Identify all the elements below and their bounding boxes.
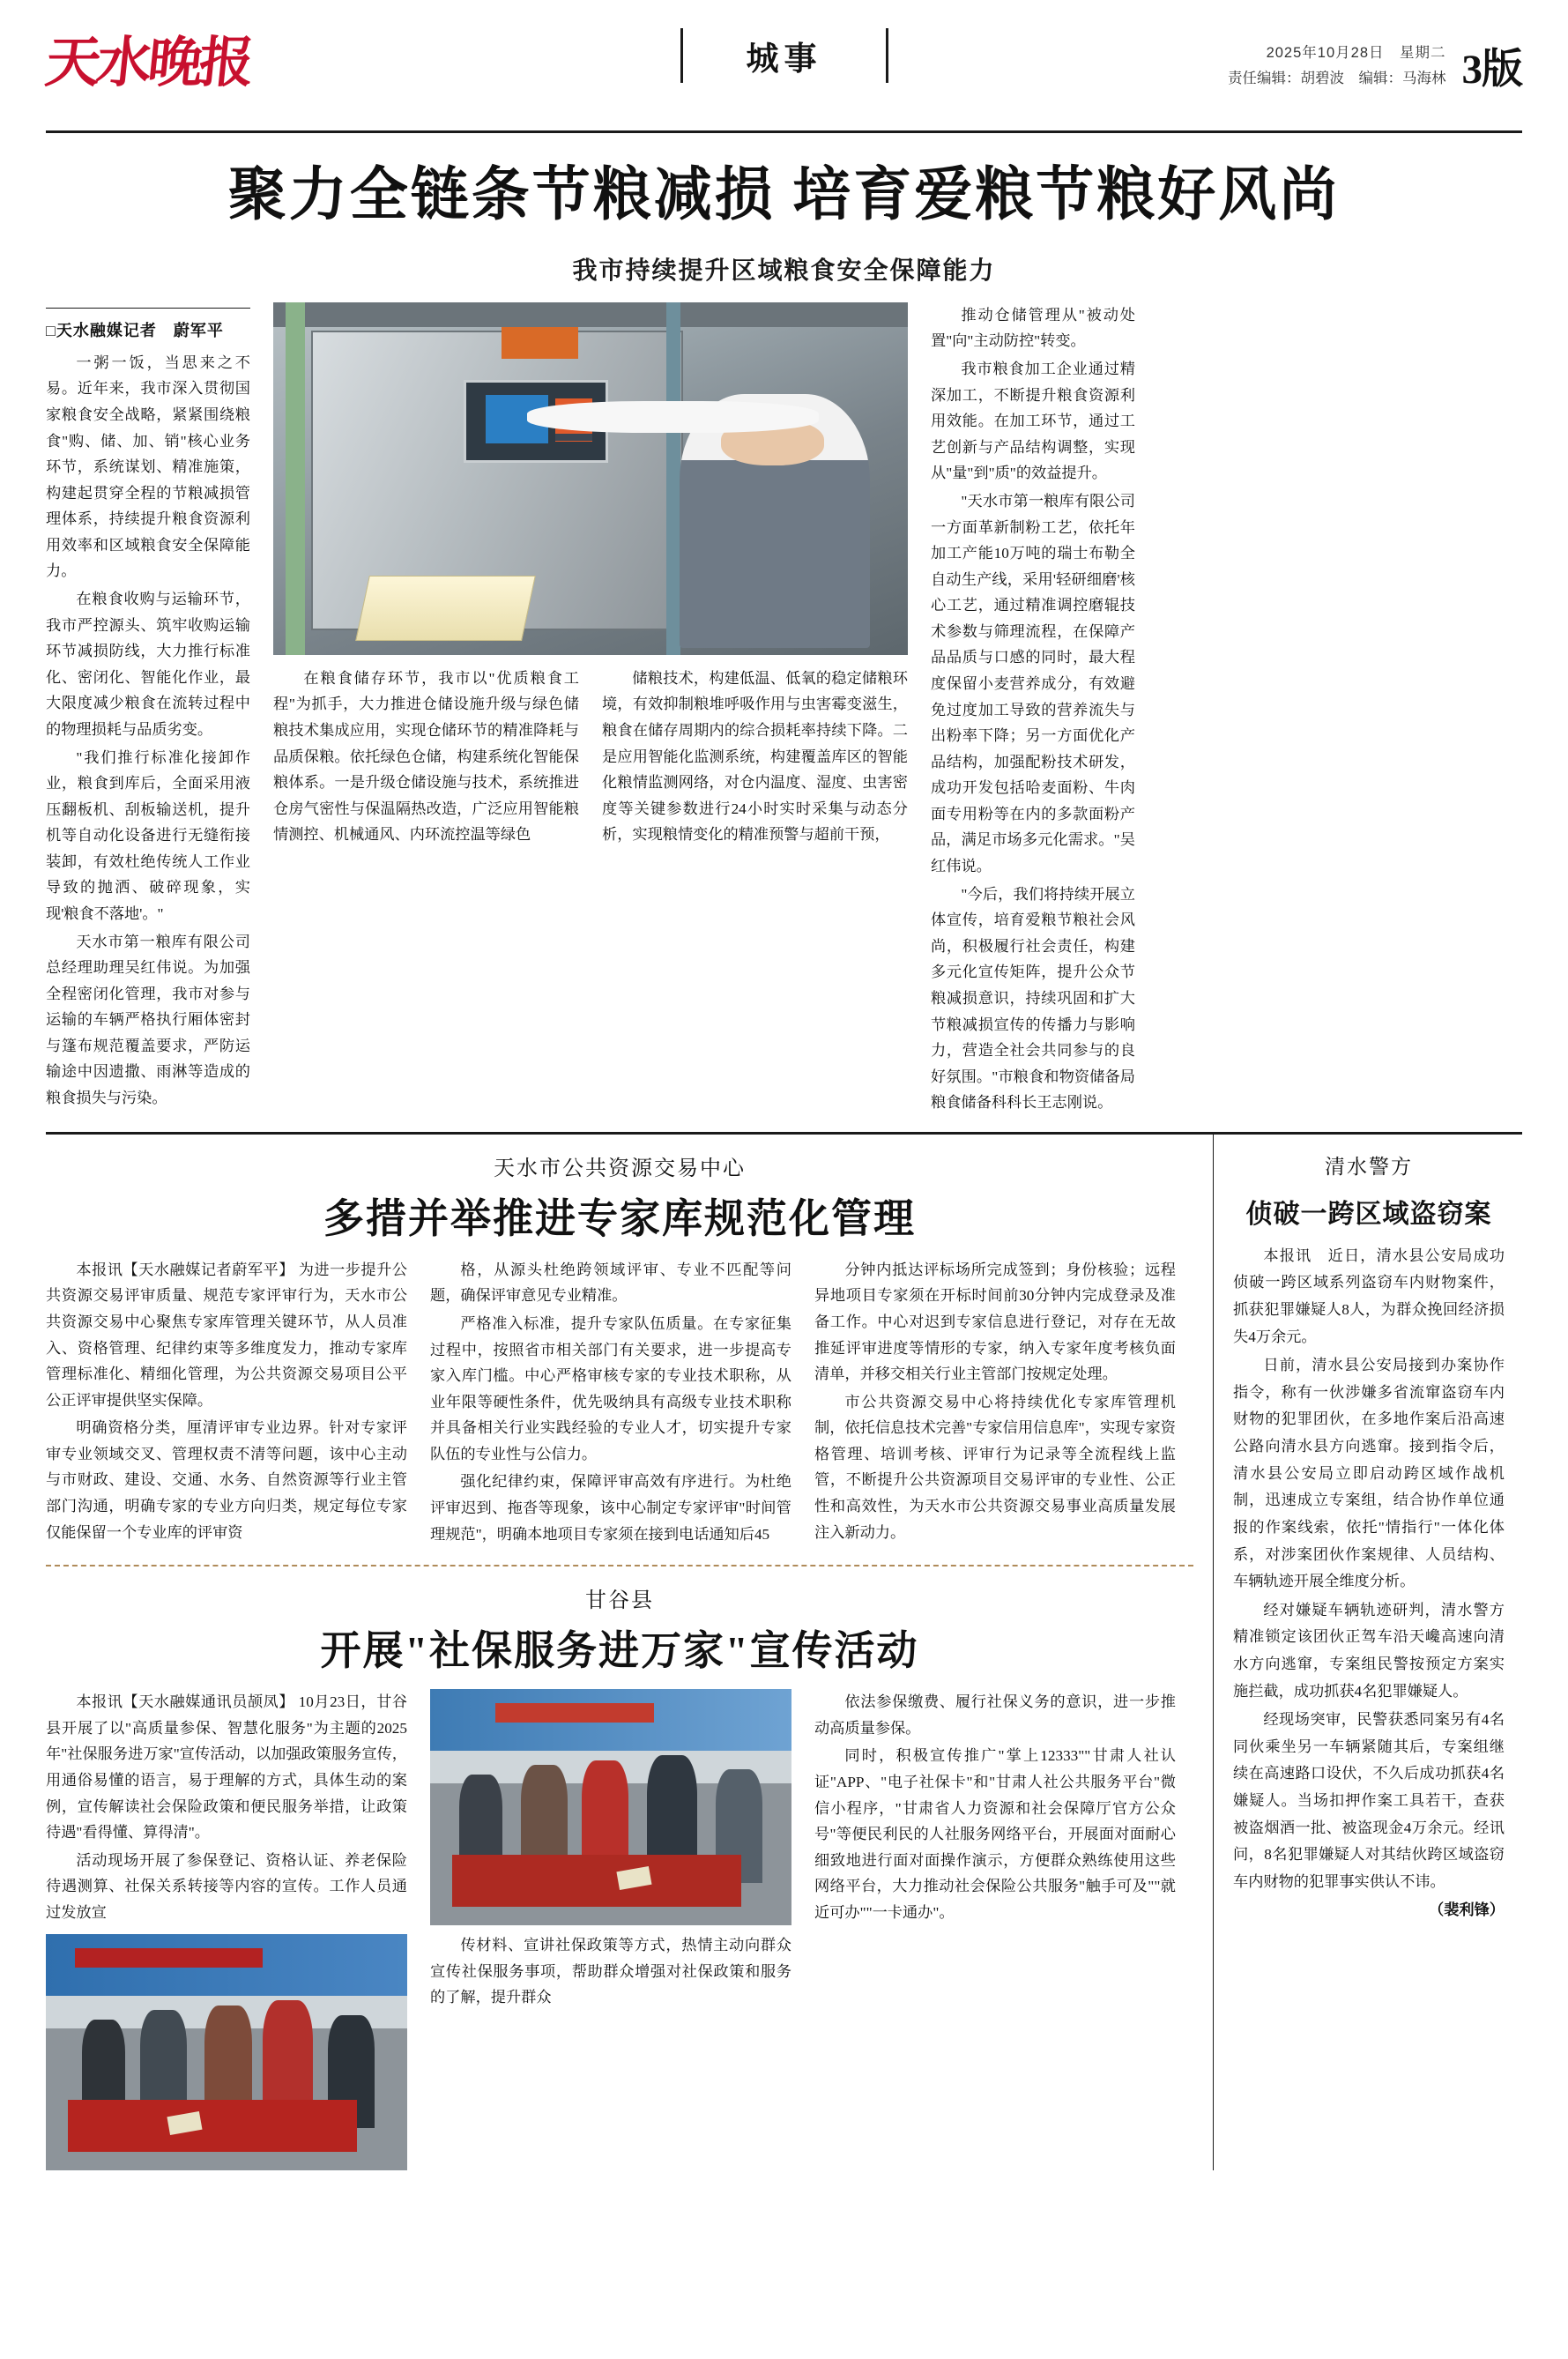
paragraph: 经现场突审，民警获悉同案另有4名同伙乘坐另一车辆紧随其后，专案组继续在高速路口设伏，不久后成功抓获4名嫌疑人。当场扣押作案工具若干，查获被盗烟酒一批、被盗现金4万余元。经讯问，8名犯罪嫌疑人对其结伙跨区域盗窃车内财物的犯罪事实供认不讳。 — [1233, 1711, 1505, 1890]
masthead — [42, 0, 1522, 127]
mid-column-2 — [430, 1257, 791, 1549]
lead-column-4 — [931, 302, 1135, 1118]
byline: □天水融媒记者 蔚军平 — [46, 321, 224, 339]
caption-text: 在粮食储存环节，我市以"优质粮食工程"为抓手，大力推进仓储设施升级与绿色储粮技术集成应用，实现仓储环节的精准降耗与品质保粮。依托绿色仓储，构建系统化智能保粮体系。一是升级仓储设施与技术，系统推进仓房气密性与保温隔热改造，广泛应用智能粮情测控、机械通风、内环流控温等绿色 — [273, 669, 579, 844]
paragraph: 日前，清水县公安局接到办案协作指令，称有一伙涉嫌多省流窜盗窃车内财物的犯罪团伙，在多地作案后沿高速公路向清水县方向逃窜。接到指令后，清水县公安局立即启动跨区域作战机制，迅速成立专案组，结合协作单位通报的作案线索，依托"情指行"一体化体系，对涉案团伙作案规律、人员结构、车辆轨迹开展全维度分析。 — [1233, 1357, 1505, 1590]
article-kicker: 清水警方 — [1325, 1155, 1413, 1178]
paragraph: 天水市第一粮库有限公司总经理助理吴红伟说。为加强全程密闭化管理，我市对参与运输的车辆严格执行厢体密封与篷布规范覆盖要求，严防运输途中因遗撒、雨淋等造成的粮食损失与污染。 — [46, 933, 250, 1107]
paragraph: 明确资格分类，厘清评审专业边界。针对专家评审专业领域交叉、管理权责不清等问题，该中心主动与市财政、建设、交通、水务、自然资源等行业主管部门沟通，明确专家的专业方向归类，规定每位专家仅能保留一个专业库的评审资 — [46, 1419, 407, 1541]
paragraph: 依法参保缴费、履行社保义务的意识，进一步推动高质量参保。 — [814, 1693, 1176, 1737]
mid-column-1 — [46, 1257, 407, 1549]
paragraph: 同时，积极宣传推广"掌上12333""甘肃人社认证"APP、"电子社保卡"和"甘肃人社公共服务平台"微信小程序，"甘肃省人力资源和社会保障厅官方公众号"等便民利民的人社服务网络平台，开展面对面耐心细致地进行面对面操作演示，方便群众熟练使用这些网络平台，大力推动社会保险公共服务"触手可及""就近可办""一卡通办"。 — [814, 1747, 1176, 1921]
paragraph: 强化纪律约束，保障评审高效有序进行。为杜绝评审迟到、拖沓等现象，该中心制定专家评审"时间管理规范"，明确本地项目专家须在接到电话通知后45 — [430, 1473, 791, 1543]
paragraph: 经对嫌疑车辆轨迹研判，清水警方精准锁定该团伙正驾车沿天巉高速向清水方向逃窜，专案组民警按预定方案实施拦截，成功抓获4名犯罪嫌疑人。 — [1233, 1601, 1505, 1700]
article-kicker: 天水市公共资源交易中心 — [494, 1157, 746, 1180]
paragraph: 分钟内抵达评标场所完成签到；身份核验；远程异地项目专家须在开标时间前30分钟内完成登录及准备工作。中心对迟到专家信息进行登记，对存在无故推延评审进度等情形的专家，纳入专家年度考核负面清单，并移交相关行业主管部门按规定处理。 — [814, 1261, 1176, 1383]
masthead-meta — [1228, 23, 1522, 92]
paragraph: 本报讯【天水融媒通讯员颉凤】 10月23日，甘谷县开展了以"高质量参保、智慧化服务"为主题的2025年"社保服务进万家"宣传活动，以加强政策服务宣传，用通俗易懂的语言，易于理解的方式，具体生动的案例，宣传解读社会保险政策和便民服务举措，让政策待遇"看得懂、算得清"。 — [46, 1693, 407, 1842]
article-signature: （裴利锋） — [1429, 1901, 1505, 1919]
paragraph: 格，从源头杜绝跨领域评审、专业不匹配等问题，确保评审意见专业精准。 — [430, 1261, 791, 1305]
police-article — [1214, 1135, 1505, 2171]
newspaper-logo — [42, 23, 266, 104]
page-title: 聚力全链条节粮减损 培育爱粮节粮好风尚 — [227, 163, 1341, 227]
photo-caption-right — [602, 666, 908, 848]
article-headline: 多措并举推进专家库规范化管理 — [323, 1195, 916, 1241]
photo-social-security-event — [46, 1934, 407, 2170]
expert-pool-article — [46, 1135, 1213, 2171]
lead-center-block — [273, 302, 908, 1118]
bottom-column-1 — [46, 1689, 407, 2170]
article-headline: 开展"社保服务进万家"宣传活动 — [320, 1628, 919, 1674]
middle-section — [46, 1135, 1522, 2171]
paragraph: 本报讯【天水融媒记者蔚军平】 为进一步提升公共资源交易评审质量、规范专家评审行为，天水市公共资源交易中心聚焦专家库管理关键环节，从人员准入、资格管理、纪律约束等多维度发力，推动专家库管理标准化、精细化管理，为公共资源交易项目公平公正评审提供坚实保障。 — [46, 1261, 407, 1409]
lead-article — [46, 287, 1522, 1118]
photo-grain-processing — [273, 302, 908, 655]
paragraph: 推动仓储管理从"被动处置"向"主动防控"转变。 — [931, 306, 1135, 350]
bottom-column-3 — [814, 1689, 1176, 2170]
mid-column-3 — [814, 1257, 1176, 1549]
paragraph: "天水市第一粮库有限公司一方面革新制粉工艺，依托年加工产能10万吨的瑞士布勒全自动生产线，采用'轻研细磨'核心工艺，通过精准调控磨辊技术参数与筛理流程，在保障产品品质与口感的同时，最大程度保留小麦营养成分，有效避免过度加工导致的营养流失与出粉率下降；另一方面优化产品结构，加强配粉技术研发，成功开发包括哈麦面粉、牛肉面专用粉等在内的多款面粉产品，满足市场多元化需求。"吴红伟说。 — [931, 492, 1135, 875]
paragraph: 严格准入标准，提升专家队伍质量。在专家征集过程中，按照省市相关部门有关要求，进一步提高专家入库门槛。中心严格审核专家的专业技术职称，从业年限等硬性条件，优先吸纳具有高级专业技术职称并具备相关行业实践经验的专业人才，切实提升专家队伍的专业性与公信力。 — [430, 1314, 791, 1462]
lead-subhead: 我市持续提升区域粮食安全保障能力 — [572, 257, 996, 285]
bottom-column-2 — [430, 1689, 791, 2170]
paragraph: 本报讯 近日，清水县公安局成功侦破一跨区域系列盗窃车内财物案件，抓获犯罪嫌疑人8人，为群众挽回经济损失4万余元。 — [1233, 1246, 1505, 1345]
photo-caption-left — [273, 666, 579, 848]
paragraph: 在粮食收购与运输环节，我市严控源头、筑牢收购运输环节减损防线，大力推行标准化、密闭化、智能化作业，最大限度减少粮食在流转过程中的物理损耗与品质劣变。 — [46, 591, 250, 738]
social-security-article — [46, 1582, 1193, 2170]
publish-date: 2025年10月28日 星期二 — [1266, 45, 1446, 61]
section-label-box — [680, 28, 888, 83]
lead-column-1 — [46, 302, 250, 1118]
article-headline: 侦破一跨区域盗窃案 — [1245, 1199, 1492, 1229]
paragraph: "今后，我们将持续开展立体宣传，培育爱粮节粮社会风尚，积极履行社会责任，构建多元化宣传矩阵，提升公众节粮减损意识，持续巩固和扩大节粮减损宣传的传播力与影响力，营造全社会共同参与的良好氛围。"市粮食和物资储备局粮食储备科科长王志刚说。 — [931, 885, 1135, 1112]
paragraph: 传材料、宣讲社保政策等方式，热情主动向群众宣传社保服务事项，帮助群众增强对社保政策和服务的了解，提升群众 — [430, 1937, 791, 2006]
editors-line: 责任编辑：胡碧波 编辑：马海林 — [1228, 70, 1446, 86]
caption-text: 储粮技术，构建低温、低氧的稳定储粮环境，有效抑制粮堆呼吸作用与虫害霉变滋生，粮食在储存周期内的综合损耗率持续下降。二是应用智能化监测系统，构建覆盖库区的智能化粮情监测网络，对仓内温度、湿度、虫害密度等关键参数进行24小时实时采集与动态分析，实现粮情变化的精准预警与超前干预， — [602, 669, 908, 844]
paragraph: 我市粮食加工企业通过精深加工，不断提升粮食资源利用效能。在加工环节，通过工艺创新与产品结构调整，实现从"量"到"质"的效益提升。 — [931, 361, 1135, 482]
paragraph: 活动现场开展了参保登记、资格认证、养老保险待遇测算、社保关系转接等内容的宣传。工作人员通过发放宣 — [46, 1851, 407, 1921]
paragraph: 一粥一饭，当思来之不易。近年来，我市深入贯彻国家粮食安全战略，紧紧围绕粮食"购、储、加、销"核心业务环节，系统谋划、精准施策，构建起贯穿全程的节粮减损管理体系，持续提升粮食资源利用效率和区域粮食安全保障能力。 — [46, 353, 250, 580]
dashed-divider — [46, 1565, 1193, 1566]
article-kicker: 甘谷县 — [585, 1589, 654, 1613]
paragraph: 市公共资源交易中心将持续优化专家库管理机制，依托信息技术完善"专家信用信息库"，实现专家资格管理、培训考核、评审行为记录等全流程线上监管，不断提升公共资源项目交易评审的专业性、公正性和高效性，为天水市公共资源交易事业高质量发展注入新动力。 — [814, 1393, 1176, 1541]
logo-text: 天水晚报 — [42, 33, 254, 93]
section-title: 城事 — [746, 41, 822, 78]
photo-consultation-desk — [430, 1689, 791, 1925]
lead-headline-block — [46, 133, 1522, 287]
page-number: 3版 — [1461, 47, 1522, 93]
paragraph: "我们推行标准化接卸作业，粮食到库后，全面采用液压翻板机、刮板输送机，提升机等自动化设备进行无缝衔接装卸，有效杜绝传统人工作业导致的抛洒、破碎现象，实现'粮食不落地'。" — [46, 748, 250, 922]
